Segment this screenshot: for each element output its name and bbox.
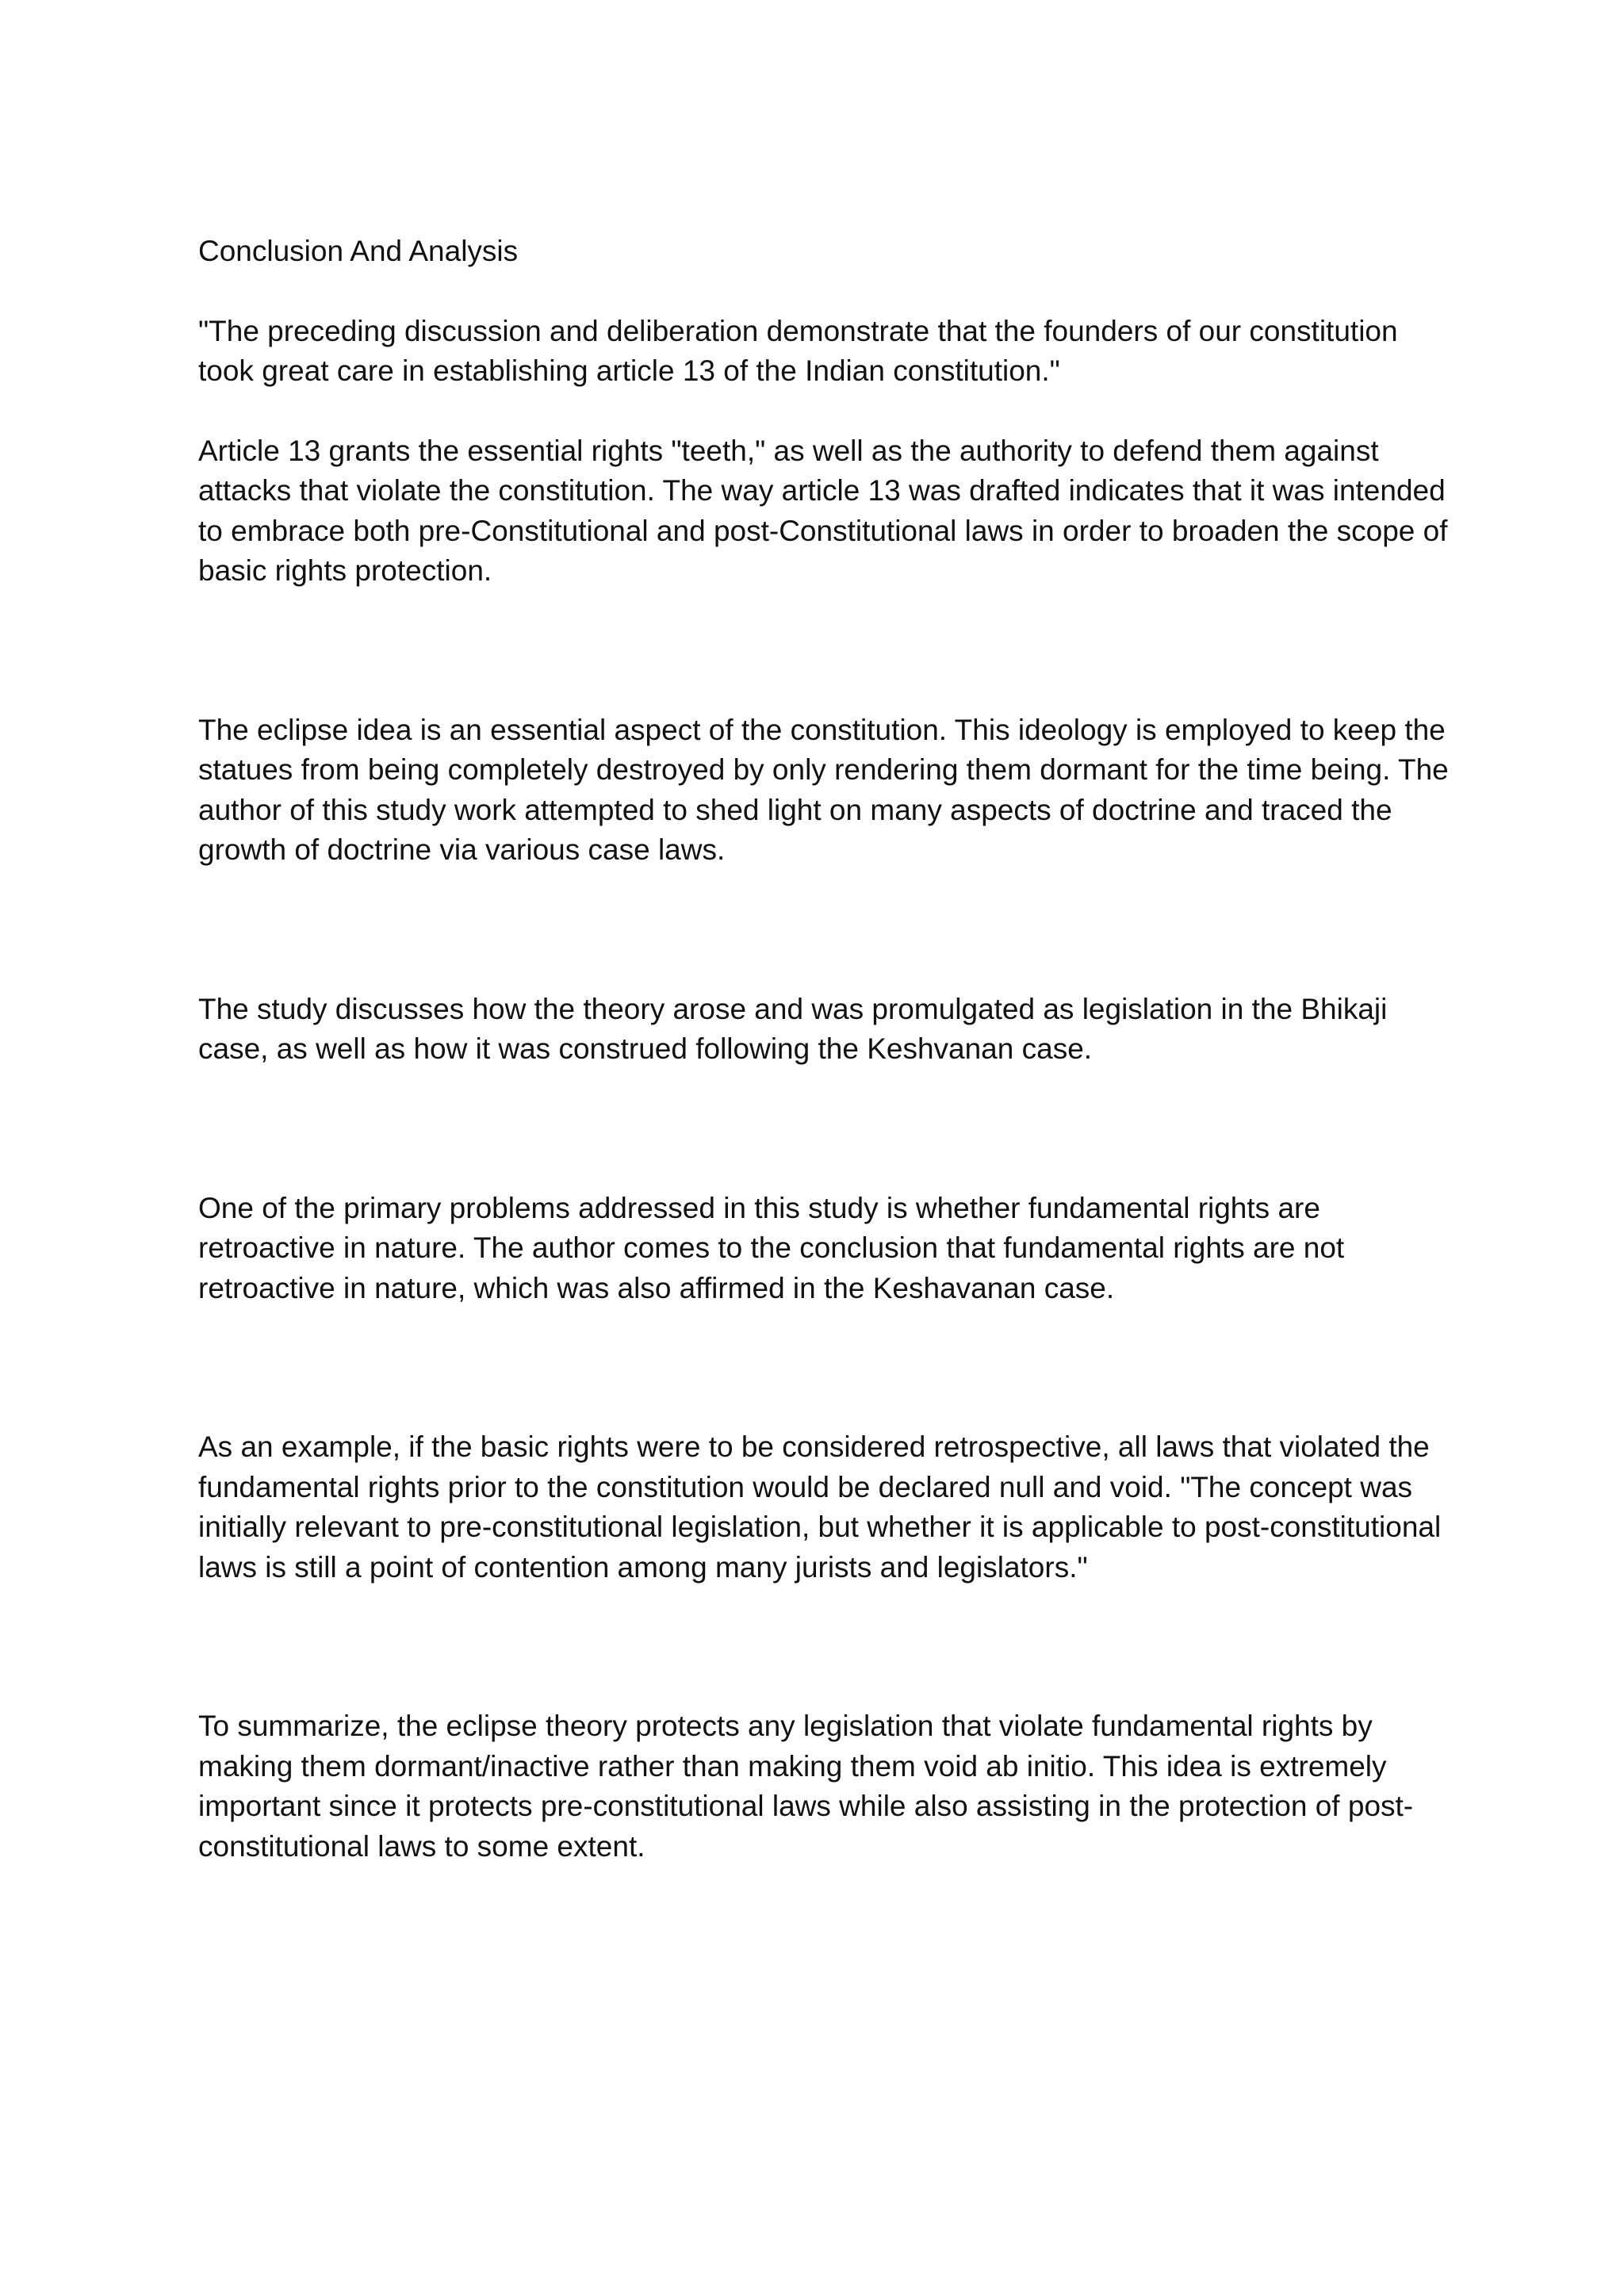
document-body (198, 232, 1451, 1867)
section-heading: Conclusion And Analysis (198, 235, 519, 267)
paragraph-eclipse-idea: The eclipse idea is an essential aspect of the constitution. This ideology is employed to keep the statues from being completely destroyed by only rendering them dormant for the time being. The author of this study work attempted to shed light on many aspects of doctrine and traced the growth of doctrine via various case laws. (198, 713, 1449, 866)
paragraph-intro-quote: "The preceding discussion and deliberation demonstrate that the founders of our constitution took great care in establishing article 13 of the Indian constitution." (198, 314, 1398, 387)
paragraph-summary: To summarize, the eclipse theory protects any legislation that violate fundamental rights by making them dormant/inactive rather than making them void ab initio. This idea is extremely important since it protects pre-constitutional laws while also assisting in the protection of post-constitutional laws to some extent. (198, 1710, 1414, 1863)
paragraph-article-13: Article 13 grants the essential rights "teeth," as well as the authority to defend them against attacks that violate the constitution. The way article 13 was drafted indicates that it was intended to embrace both pre-Constitutional and post-Constitutional laws in order to broaden the scope of basic rights protection. (198, 434, 1448, 587)
paragraph-retroactive: One of the primary problems addressed in this study is whether fundamental rights are retroactive in nature. The author comes to the conclusion that fundamental rights are not retroactive in nature, which was also affirmed in the Keshavanan case. (198, 1191, 1345, 1304)
paragraph-example: As an example, if the basic rights were to be considered retrospective, all laws that violated the fundamental rights prior to the constitution would be declared null and void. "The concept was initially relevant to pre-constitutional legislation, but whether it is applicable to post-constitutional laws is still a point of contention among many jurists and legislators." (198, 1430, 1442, 1584)
paragraph-bhikaji-case: The study discusses how the theory arose and was promulgated as legislation in the Bhikaji case, as well as how it was construed following the Keshvanan case. (198, 992, 1388, 1065)
